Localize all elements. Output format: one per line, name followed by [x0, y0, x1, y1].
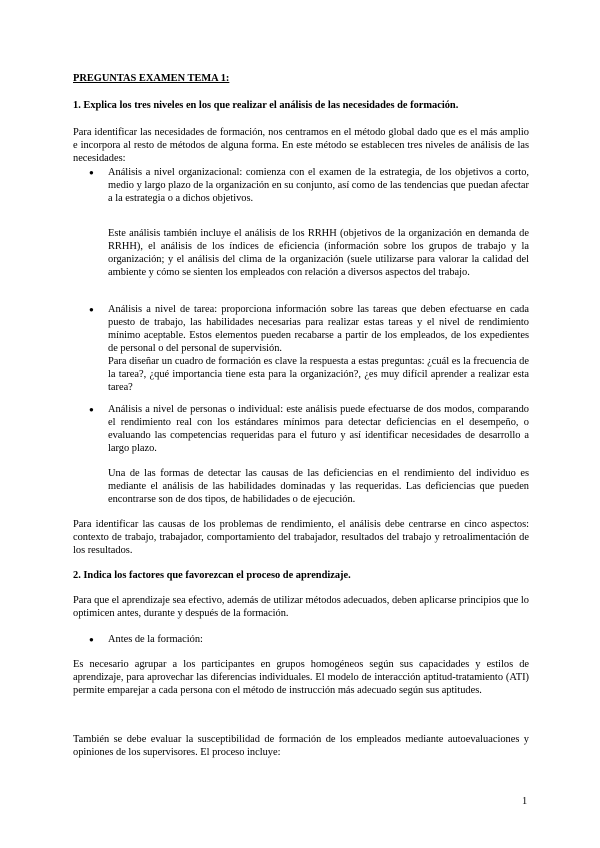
bullet-organizational-text: Análisis a nivel organizacional: comienza con el examen de la estrategia, de los objetivos a corto, medio y largo plazo de la organización en su conjunto, así como de las tendencias que puedan afectar a la estrategia o a dichos objetivos.	[108, 167, 529, 204]
bullet-task-questions: Para diseñar un cuadro de formación es clave la respuesta a estas preguntas: ¿cuál es la frecuencia de la tarea?, ¿qué importancia tiene esta para la organización?, ¿es muy difícil aprender a realizar esta tarea?	[108, 356, 529, 393]
page-number: 1	[522, 796, 528, 807]
bullet-individual-detail: Una de las formas de detectar las causas de las deficiencias en el rendimiento del individuo es mediante el análisis de las habilidades dominadas y las requeridas. Las deficiencias que pueden encontrarse son de dos tipos, de habilidades o de ejecución.	[108, 468, 529, 505]
question-2-paragraph-1: Es necesario agrupar a los participantes en grupos homogéneos según sus capacidades y estilos de aprendizaje, para aprovechar las diferencias individuales. El modelo de interacción aptitud-tratamiento (ATI) permite emparejar a cada persona con el método de instrucción más adecuado según sus aptitudes.	[73, 659, 529, 696]
bullet-icon: ●	[89, 405, 94, 414]
bullet-before-training: Antes de la formación:	[108, 634, 203, 645]
bullet-organizational-detail: Este análisis también incluye el análisis de los RRHH (objetivos de la organización en demanda de RRHH), el análisis de los índices de eficiencia (información sobre los grupos de trabajo y la organización; y el análisis del clima de la organización (suele utilizarse para valorar la calidad del ambiente y cómo se sienten los empleados con relación a diversos aspectos del trabajo.	[108, 228, 529, 278]
question-1-heading: 1. Explica los tres niveles en los que realizar el análisis de las necesidades de formación.	[73, 100, 459, 111]
question-2-intro: Para que el aprendizaje sea efectivo, además de utilizar métodos adecuados, deben aplicarse principios que lo optimicen antes, durante y después de la formación.	[73, 595, 529, 619]
question-1-intro: Para identificar las necesidades de formación, nos centramos en el método global dado que es el más amplio e incorpora al resto de métodos de alguna forma. En este método se establecen tres niveles de análisis de las necesidades:	[73, 127, 529, 164]
bullet-individual-text: Análisis a nivel de personas o individual: este análisis puede efectuarse de dos modos, comparando el rendimiento real con los estándares mínimos para detectar deficiencias en el desempeño, o evaluando las competencias requeridas para el futuro y así identificar necesidades de desarrollo a largo plazo.	[108, 404, 529, 454]
bullet-icon: ●	[89, 168, 94, 177]
bullet-task-text: Análisis a nivel de tarea: proporciona información sobre las tareas que deben efectuarse en cada puesto de trabajo, las habilidades necesarias para realizar estas tareas y el nivel de rendimiento mínimo aceptable. Estos elementos pueden recabarse a partir de los empleados, de los expedientes de personal o del personal de supervisión.	[108, 304, 529, 354]
question-2-paragraph-2: También se debe evaluar la susceptibilidad de formación de los empleados mediante autoevaluaciones y opiniones de los supervisores. El proceso incluye:	[73, 734, 529, 758]
question-1-closing: Para identificar las causas de los problemas de rendimiento, el análisis debe centrarse en cinco aspectos: contexto de trabajo, trabajador, comportamiento del trabajador, resultados del trabajo y retroalimentación de los resultados.	[73, 519, 529, 556]
bullet-icon: ●	[89, 635, 94, 644]
question-2-heading: 2. Indica los factores que favorezcan el proceso de aprendizaje.	[73, 570, 351, 581]
bullet-icon: ●	[89, 305, 94, 314]
document-title: PREGUNTAS EXAMEN TEMA 1:	[73, 73, 230, 84]
